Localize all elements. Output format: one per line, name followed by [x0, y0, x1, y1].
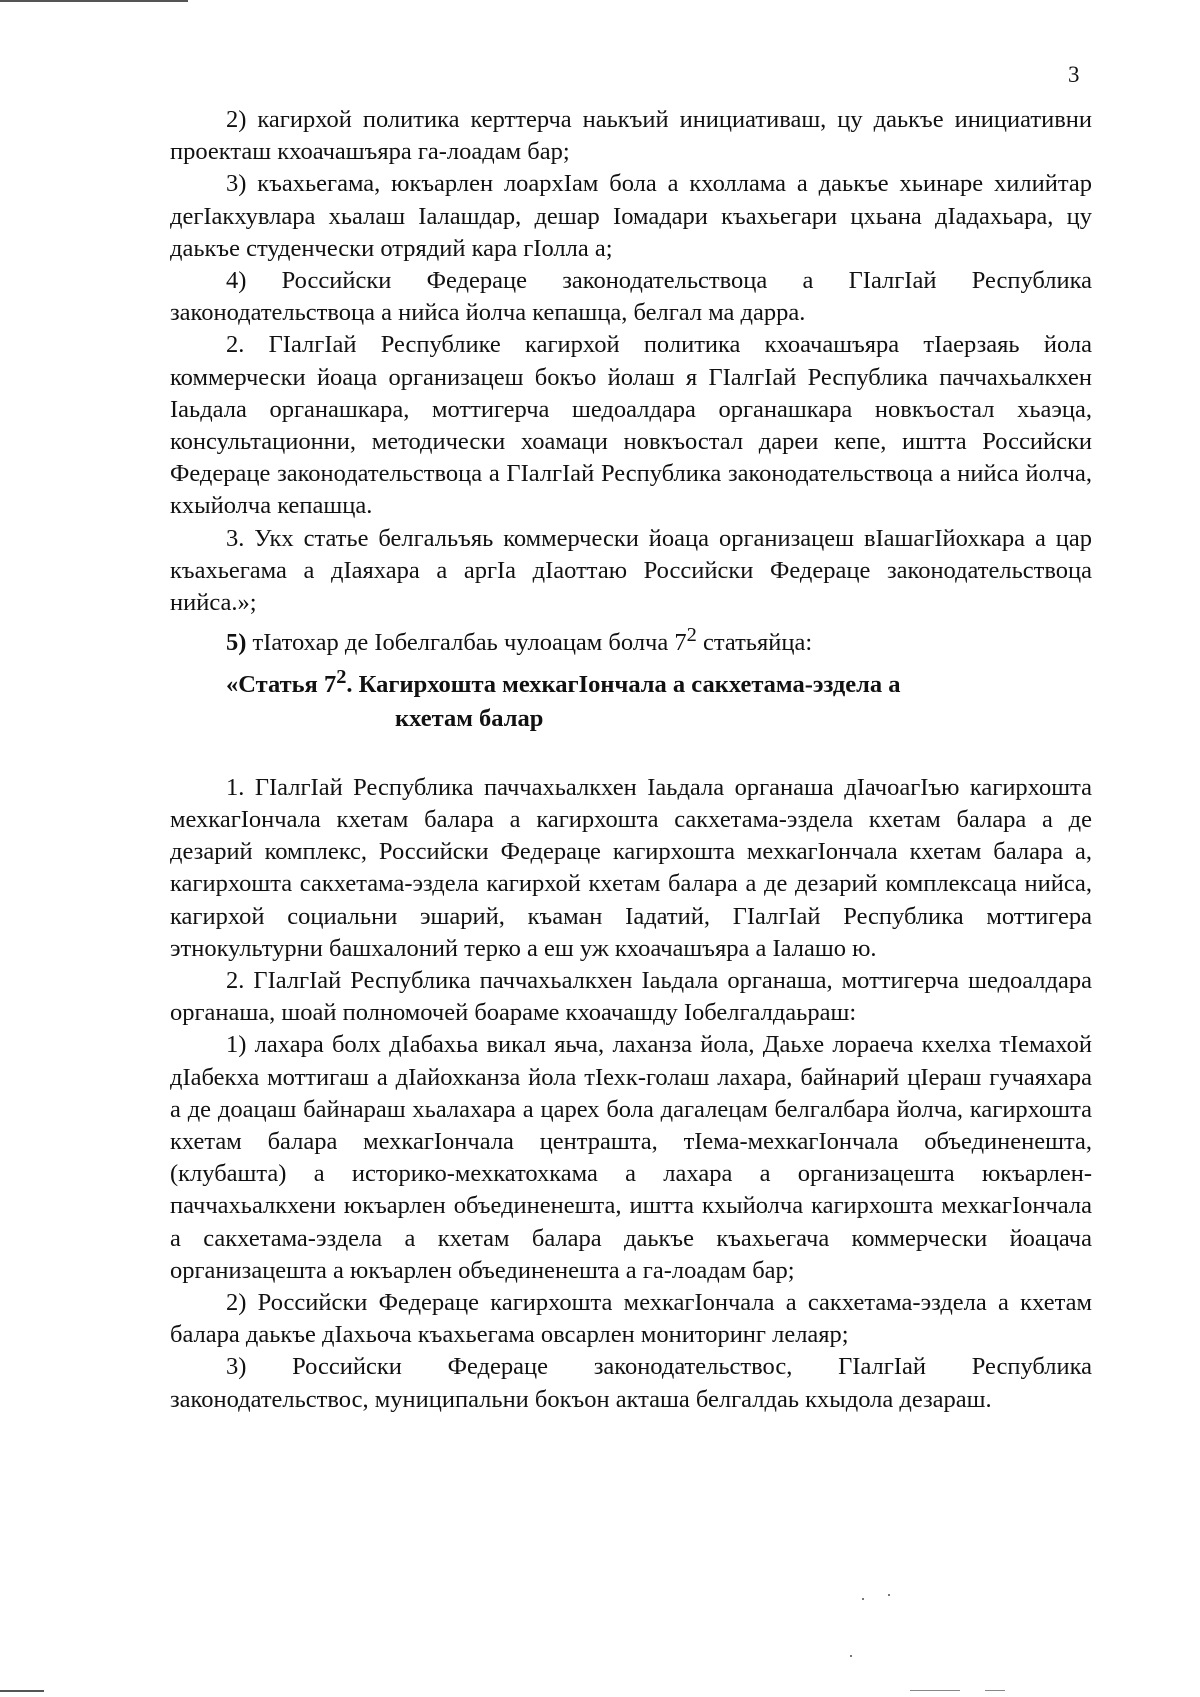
spacer [170, 736, 1092, 772]
paragraph: 2. ГIалгIай Республика паччахьалкхен Iаьдала органаша, моттигерча шедоалдара органаша, шоай полномочей боараме кхоачашду Iобелгалдаьраш: [170, 966, 1092, 1027]
page-number: 3 [1068, 62, 1080, 87]
paragraph: 3) Российски Федераце законодательствос, ГIалгIай Республика законодательствос, муниципальни бокъон акташа белгалдаь кхыдола дезараш. [170, 1353, 1092, 1413]
item-superscript: 2 [686, 624, 697, 647]
item-number: 5) [226, 629, 247, 657]
scan-edge-line [0, 0, 188, 2]
paragraph: 3. Укх статье белгальъяь коммерчески йоаца организацеш вIашагIйохкара а цар къахьегама а дIаяхара а аргIа дIаоттаю Российски Федераце законодательствоца нийса.»; [170, 524, 1092, 617]
paragraph: 2) кагирхой политика керттерча наькъий инициативаш, цу даькъе инициативни проекташ кхоачашъяра га-лоадам бар; [170, 106, 1092, 166]
heading-title-line2: кхетам балар [395, 704, 544, 732]
paragraph: 1. ГIалгIай Республика паччахьалкхен Iаьдала органаша дIачоагIъю кагирхошта мехкагIончала кхетам балара а кагирхошта сакхетама-эздела кхетам балара а де дезарий комплекс, Российски Федераце кагирхошта мехкагIончала кхетам балара а, кагирхошта сакхетама-эздела кагирхой кхетам балара а де дезарий комплексаца нийса, кагирхой социальни эшарий, къаман Iадатий, ГIалгIай Республика моттигера этнокультурни башхалоний терко а еш уж кхоачашъяра а Iалашо ю. [170, 773, 1092, 962]
scan-speck [862, 1598, 864, 1600]
heading-prefix: «Статья 7 [226, 670, 337, 698]
item-text-end: статьяйца: [696, 629, 813, 657]
heading-title: . Кагирхошта мехкагIончала а сакхетама-эздела а [346, 670, 901, 698]
scan-speck [888, 1594, 890, 1596]
paragraph: 4) Российски Федераце законодательствоца а ГIалгIай Республика законодательствоца а нийса йолча кепашца, белгал ма дарра. [170, 267, 1092, 327]
paragraph: 2) Российски Федераце кагирхошта мехкагIончала а сакхетама-эздела а кхетам балара даькъе дIахьоча къахьегама овсарлен мониторинг лелаяр; [170, 1289, 1092, 1349]
paragraph: 3) къахьегама, юкъарлен лоархIам бола а кхоллама а даькъе хьинаре хилийтар дегIакхувлара хьалаш Iалашдар, дешар Iомадари къахьегари цхьана дIадахьара, цу даькъе студенчески отрядий кара гIолла а; [170, 170, 1092, 262]
scan-speck [850, 1655, 852, 1657]
amendment-item-5 [170, 619, 1092, 659]
heading-superscript: 2 [336, 665, 347, 688]
scan-edge-line [0, 1690, 44, 1692]
scan-edge-line [910, 1690, 960, 1691]
scan-edge-line [985, 1690, 1005, 1691]
article-heading [170, 660, 1092, 736]
paragraph: 2. ГIалгIай Республике кагирхой политика кхоачашъяра тIаерзаяь йола коммерчески йоаца организацеш бокъо йолаш я ГIалгIай Республика паччахьалкхен Iаьдала органашкара, моттигерча шедоалдара органашкара новкъостал хьаэца, консультационни, методически хоамаци новкъостал дареи кепе, иштта Российски Федераце законодательствоца а ГIалгIай Республика законодательствоца а нийса йолча, кхыйолча кепашца. [170, 331, 1092, 520]
paragraph: 1) лахара болх дIабахьа викал яьча, лаханза йола, Даьхе лораеча кхелха тIемахой дIабекха моттигаш а дIайохканза йола тIехк-голаш лахара, байнарий цIераш гучаяхара а де доацаш байнараш хьалахара а царех бола дагалецам белгалбара йолча, кагирхошта кхетам балара мехкагIончала центрашта, тIема-мехкагIончала объединенешта, (клубашта) а историко-мехкатохкама а лахара а организацешта юкъарлен-паччахьалкхени юкъарлен объединенешта, иштта кхыйолча кагирхошта мехкагIончала а сакхетама-эздела а кхетам балара даькъе къахьегача коммерчески йоацача организацешта а юкъарлен объединенешта а га-лоадам бар; [170, 1031, 1092, 1284]
document-body [170, 104, 1092, 1416]
item-text: тIатохар де Iобелгалбаь чулоацам болча 7 [246, 629, 687, 657]
